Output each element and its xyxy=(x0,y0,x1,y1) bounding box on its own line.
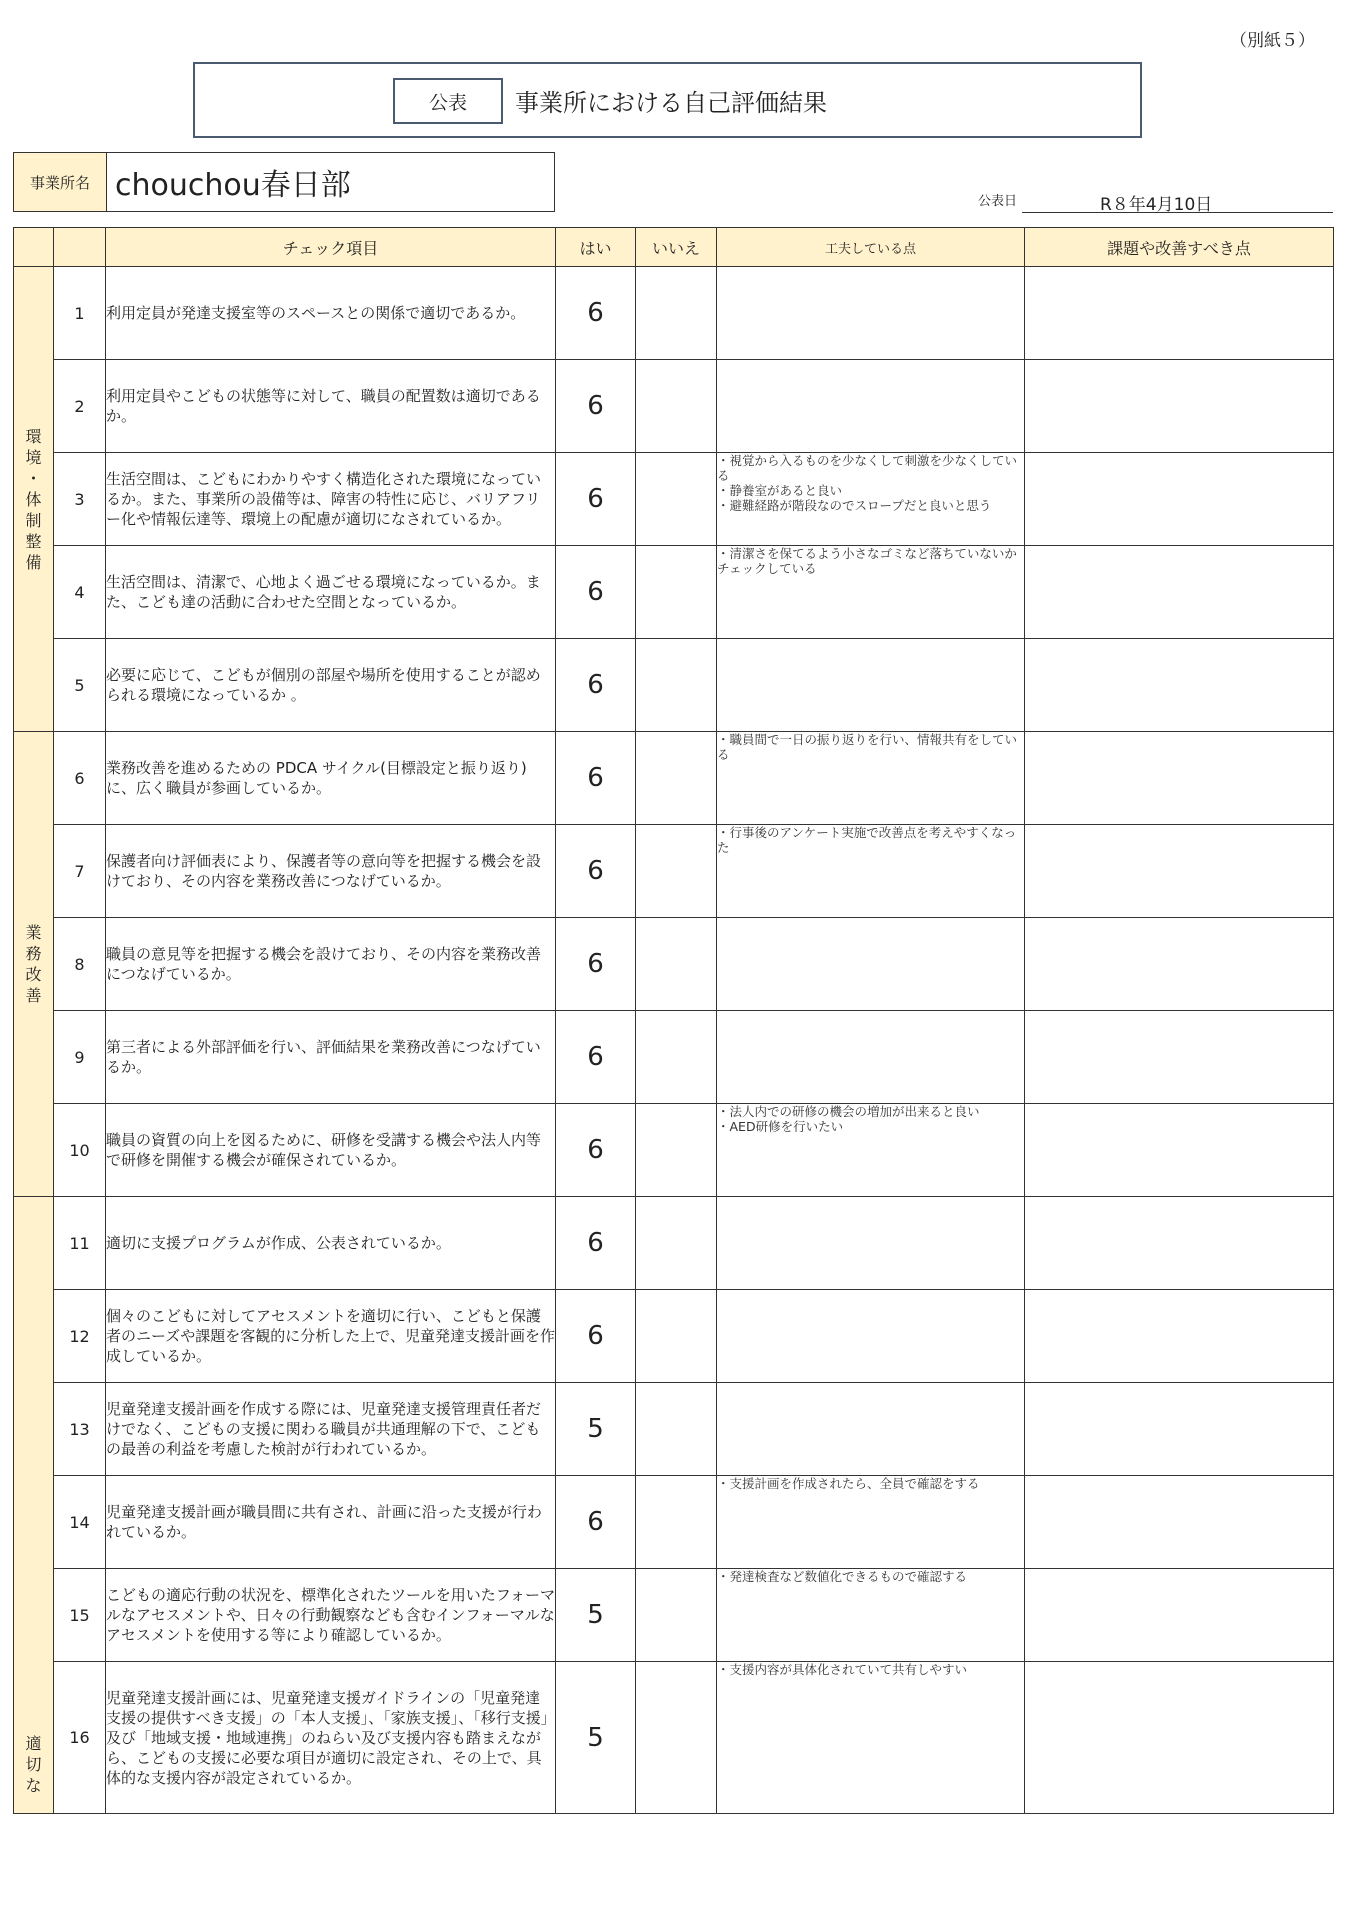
issues xyxy=(1025,1197,1334,1290)
issues xyxy=(1025,546,1334,639)
good-points xyxy=(717,1383,1025,1476)
check-item: 児童発達支援計画を作成する際には、児童発達支援管理責任者だけでなく、こどもの支援に関わる職員が共通理解の下で、こどもの最善の利益を考慮した検討が行われているか。 xyxy=(106,1383,556,1476)
issues xyxy=(1025,453,1334,546)
category-environment xyxy=(14,267,54,732)
check-item: 生活空間は、こどもにわかりやすく構造化された環境になっているか。また、事業所の設備等は、障害の特性に応じ、バリアフリー化や情報伝達等、環境上の配慮が適切になされているか。 xyxy=(106,453,556,546)
table-row xyxy=(14,546,1334,639)
check-item: 生活空間は、清潔で、心地よく過ごせる環境になっているか。また、こども達の活動に合わせた空間となっているか。 xyxy=(106,546,556,639)
no-count xyxy=(636,360,717,453)
yes-count: 6 xyxy=(556,639,636,732)
table-row xyxy=(14,639,1334,732)
header-category xyxy=(14,228,54,267)
table-row xyxy=(14,1662,1334,1814)
no-count xyxy=(636,1197,717,1290)
publish-date-label: 公表日 xyxy=(978,194,1018,209)
good-points: ・支援内容が具体化されていて共有しやすい xyxy=(717,1662,1025,1814)
office-name: chouchou春日部 xyxy=(115,168,351,203)
yes-count: 6 xyxy=(556,546,636,639)
header-no: いいえ xyxy=(636,228,717,267)
check-item: 職員の資質の向上を図るために、研修を受講する機会や法人内等で研修を開催する機会が確保されているか。 xyxy=(106,1104,556,1197)
row-number: 9 xyxy=(54,1011,106,1104)
office-box xyxy=(13,152,555,212)
check-item: 保護者向け評価表により、保護者等の意向等を把握する機会を設けており、その内容を業務改善につなげているか。 xyxy=(106,825,556,918)
row-number: 1 xyxy=(54,267,106,360)
row-number: 2 xyxy=(54,360,106,453)
table-row xyxy=(14,1011,1334,1104)
annex-label: （別紙５） xyxy=(1230,31,1315,51)
check-item: 業務改善を進めるための PDCA サイクル(目標設定と振り返り)に、広く職員が参画しているか。 xyxy=(106,732,556,825)
good-points xyxy=(717,1011,1025,1104)
check-item: 利用定員やこどもの状態等に対して、職員の配置数は適切であるか。 xyxy=(106,360,556,453)
yes-count: 6 xyxy=(556,267,636,360)
issues xyxy=(1025,732,1334,825)
no-count xyxy=(636,732,717,825)
no-count xyxy=(636,825,717,918)
row-number: 4 xyxy=(54,546,106,639)
check-item: 必要に応じて、こどもが個別の部屋や場所を使用することが認められる環境になっているか 。 xyxy=(106,639,556,732)
good-points xyxy=(717,918,1025,1011)
table-row xyxy=(14,1290,1334,1383)
issues xyxy=(1025,1383,1334,1476)
header-yes: はい xyxy=(556,228,636,267)
row-number: 13 xyxy=(54,1383,106,1476)
table-row xyxy=(14,918,1334,1011)
check-item: こどもの適応行動の状況を、標準化されたツールを用いたフォーマルなアセスメントや、日々の行動観察なども含むインフォーマルなアセスメントを使用する等により確認しているか。 xyxy=(106,1569,556,1662)
issues xyxy=(1025,639,1334,732)
row-number: 10 xyxy=(54,1104,106,1197)
page-title: 事業所における自己評価結果 xyxy=(515,89,827,117)
header-issues: 課題や改善すべき点 xyxy=(1025,228,1334,267)
row-number: 12 xyxy=(54,1290,106,1383)
title-box xyxy=(193,62,1142,138)
no-count xyxy=(636,1476,717,1569)
check-item: 児童発達支援計画が職員間に共有され、計画に沿った支援が行われているか。 xyxy=(106,1476,556,1569)
issues xyxy=(1025,360,1334,453)
table-row xyxy=(14,1197,1334,1290)
row-number: 5 xyxy=(54,639,106,732)
issues xyxy=(1025,1569,1334,1662)
yes-count: 5 xyxy=(556,1662,636,1814)
check-item: 適切に支援プログラムが作成、公表されているか。 xyxy=(106,1197,556,1290)
table-row xyxy=(14,453,1334,546)
check-item: 個々のこどもに対してアセスメントを適切に行い、こどもと保護者のニーズや課題を客観的に分析した上で、児童発達支援計画を作成しているか。 xyxy=(106,1290,556,1383)
yes-count: 6 xyxy=(556,918,636,1011)
no-count xyxy=(636,1104,717,1197)
good-points: ・行事後のアンケート実施で改善点を考えやすくなった xyxy=(717,825,1025,918)
row-number: 3 xyxy=(54,453,106,546)
good-points: ・視覚から入るものを少なくして刺激を少なくしている ・静養室があると良い ・避難経路が階段なのでスロープだと良いと思う xyxy=(717,453,1025,546)
category-appropriate xyxy=(14,1197,54,1814)
row-number: 8 xyxy=(54,918,106,1011)
table-row xyxy=(14,732,1334,825)
row-number: 6 xyxy=(54,732,106,825)
publish-date-value: R８年4月10日 xyxy=(1100,195,1213,215)
header-good-points: 工夫している点 xyxy=(717,228,1025,267)
good-points xyxy=(717,1290,1025,1383)
table-row xyxy=(14,1383,1334,1476)
category-text: 業 務 改 善 xyxy=(25,923,42,1005)
table-row xyxy=(14,1569,1334,1662)
good-points: ・法人内での研修の機会の増加が出来ると良い ・AED研修を行いたい xyxy=(717,1104,1025,1197)
issues xyxy=(1025,918,1334,1011)
yes-count: 6 xyxy=(556,1476,636,1569)
issues xyxy=(1025,1476,1334,1569)
issues xyxy=(1025,267,1334,360)
no-count xyxy=(636,639,717,732)
no-count xyxy=(636,1011,717,1104)
office-label: 事業所名 xyxy=(14,153,107,211)
yes-count: 6 xyxy=(556,360,636,453)
check-item: 利用定員が発達支援室等のスペースとの関係で適切であるか。 xyxy=(106,267,556,360)
no-count xyxy=(636,267,717,360)
yes-count: 6 xyxy=(556,453,636,546)
no-count xyxy=(636,918,717,1011)
check-item: 職員の意見等を把握する機会を設けており、その内容を業務改善につなげているか。 xyxy=(106,918,556,1011)
good-points xyxy=(717,267,1025,360)
good-points xyxy=(717,639,1025,732)
good-points xyxy=(717,1197,1025,1290)
category-business-improvement xyxy=(14,732,54,1197)
category-text: 適 切 な xyxy=(25,1734,42,1795)
issues xyxy=(1025,1104,1334,1197)
check-item: 第三者による外部評価を行い、評価結果を業務改善につなげているか。 xyxy=(106,1011,556,1104)
yes-count: 6 xyxy=(556,732,636,825)
no-count xyxy=(636,1569,717,1662)
yes-count: 6 xyxy=(556,1197,636,1290)
no-count xyxy=(636,1290,717,1383)
category-text: 環 境 ・ 体 制 整 備 xyxy=(25,426,42,572)
yes-count: 5 xyxy=(556,1383,636,1476)
public-badge: 公表 xyxy=(393,78,503,124)
row-number: 15 xyxy=(54,1569,106,1662)
evaluation-table xyxy=(13,227,1334,1814)
no-count xyxy=(636,1383,717,1476)
good-points: ・支援計画を作成されたら、全員で確認をする xyxy=(717,1476,1025,1569)
table-row xyxy=(14,1476,1334,1569)
row-number: 14 xyxy=(54,1476,106,1569)
check-item: 児童発達支援計画には、児童発達支援ガイドラインの「児童発達支援の提供すべき支援」の「本人支援」、「家族支援」、「移行支援」及び「地域支援・地域連携」のねらい及び支援内容も踏まえながら、こどもの支援に必要な項目が適切に設定され、その上で、具体的な支援内容が設定されているか。 xyxy=(106,1662,556,1814)
table-row xyxy=(14,825,1334,918)
good-points: ・発達検査など数値化できるもので確認する xyxy=(717,1569,1025,1662)
no-count xyxy=(636,453,717,546)
table-row xyxy=(14,360,1334,453)
header-number xyxy=(54,228,106,267)
row-number: 11 xyxy=(54,1197,106,1290)
no-count xyxy=(636,1662,717,1814)
row-number: 7 xyxy=(54,825,106,918)
row-number: 16 xyxy=(54,1662,106,1814)
header-item: チェック項目 xyxy=(106,228,556,267)
good-points: ・清潔さを保てるよう小さなゴミなど落ちていないかチェックしている xyxy=(717,546,1025,639)
yes-count: 6 xyxy=(556,1011,636,1104)
issues xyxy=(1025,1290,1334,1383)
issues xyxy=(1025,1662,1334,1814)
good-points xyxy=(717,360,1025,453)
yes-count: 6 xyxy=(556,1290,636,1383)
yes-count: 5 xyxy=(556,1569,636,1662)
good-points: ・職員間で一日の振り返りを行い、情報共有をしている xyxy=(717,732,1025,825)
table-row xyxy=(14,267,1334,360)
table-header-row xyxy=(14,228,1334,267)
yes-count: 6 xyxy=(556,825,636,918)
issues xyxy=(1025,825,1334,918)
yes-count: 6 xyxy=(556,1104,636,1197)
issues xyxy=(1025,1011,1334,1104)
table-row xyxy=(14,1104,1334,1197)
no-count xyxy=(636,546,717,639)
